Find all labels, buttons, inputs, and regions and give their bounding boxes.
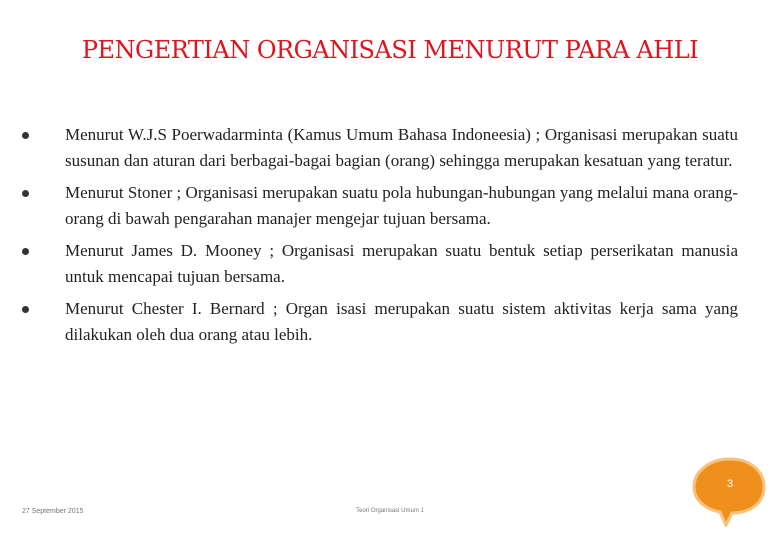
bullet-list	[22, 122, 738, 354]
bullet-item	[22, 122, 738, 174]
bullet-text: Menurut James D. Mooney ; Organisasi merupakan suatu bentuk setiap perserikatan manusia untuk mencapai tujuan bersama.	[65, 241, 738, 286]
page-number: 3	[726, 478, 734, 490]
bullet-icon	[22, 248, 29, 255]
bullet-item	[22, 296, 738, 348]
bullet-icon	[22, 190, 29, 197]
footer-date: 27 September 2015	[22, 508, 84, 515]
bullet-item	[22, 238, 738, 290]
slide-title: PENGERTIAN ORGANISASI MENURUT PARA AHLI	[81, 36, 699, 64]
bullet-icon	[22, 306, 29, 313]
bullet-text: Menurut Stoner ; Organisasi merupakan suatu pola hubungan-hubungan yang melalui mana orang-orang di bawah pengarahan manajer mengejar tujuan bersama.	[65, 183, 738, 228]
footer-center-text: Teori Organisasi Umum 1	[356, 508, 424, 514]
bullet-item	[22, 180, 738, 232]
bullet-icon	[22, 132, 29, 139]
speech-bubble-icon	[690, 455, 770, 527]
bullet-text: Menurut Chester I. Bernard ; Organ isasi merupakan suatu sistem aktivitas kerja sama yang dilakukan oleh dua orang atau lebih.	[65, 299, 738, 344]
bullet-text: Menurut W.J.S Poerwadarminta (Kamus Umum Bahasa Indoneesia) ; Organisasi merupakan suatu susunan dan aturan dari berbagai-bagai bagian (orang) sehingga merupakan kesatuan yang teratur.	[65, 125, 738, 170]
